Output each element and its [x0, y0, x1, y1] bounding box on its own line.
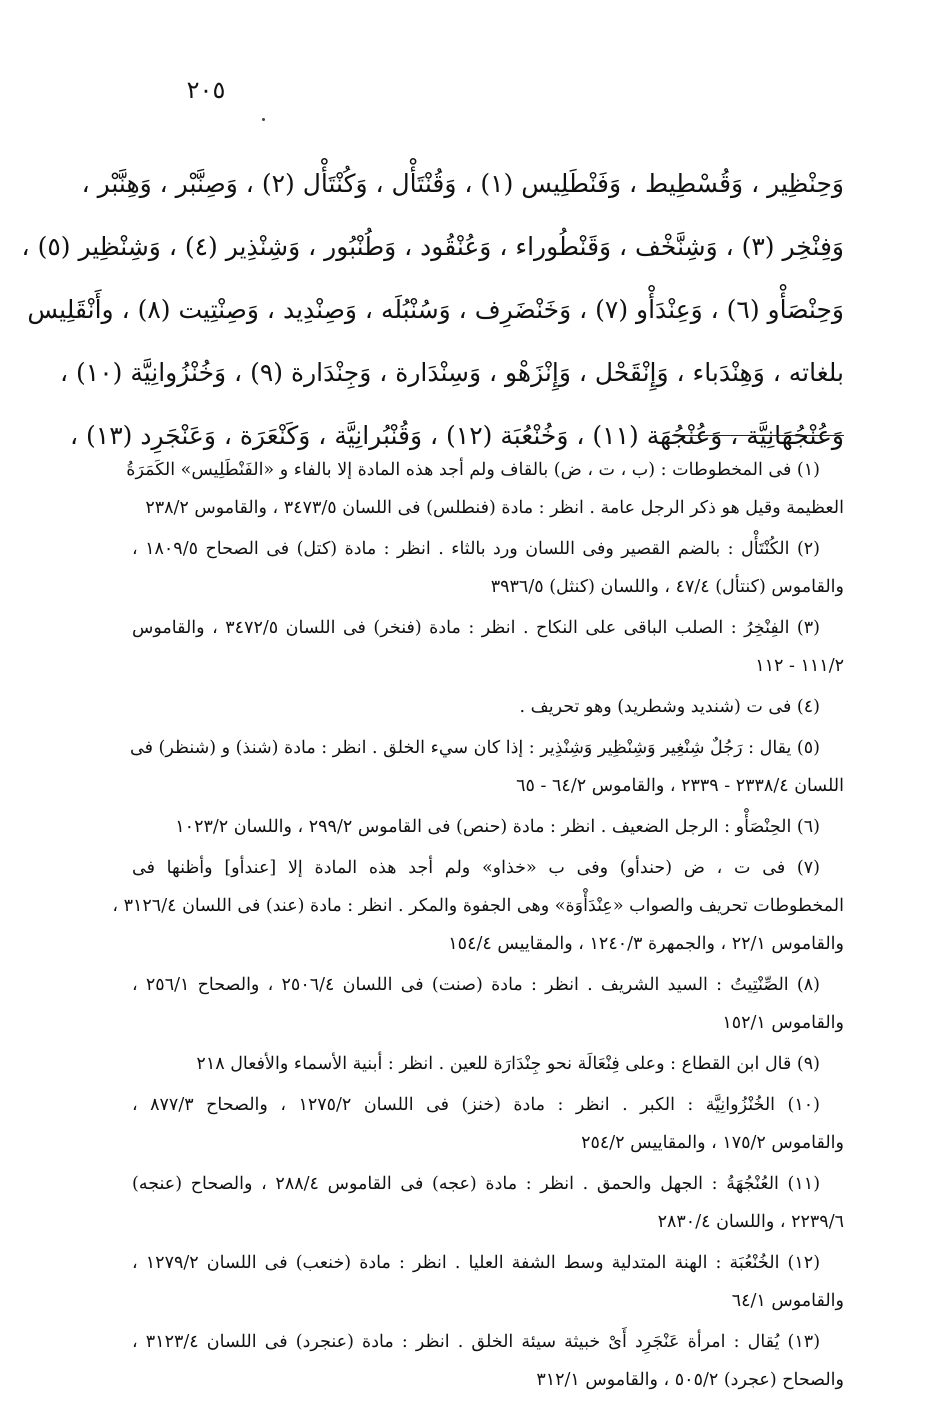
footnotes [112, 451, 844, 1402]
footnote [126, 451, 844, 527]
footnote [132, 1323, 844, 1399]
footnote-line: (٧) فى ت ، ض (حندأو) وفى ب «خذاو» ولم أجد هذه المادة إلا [عندأو] وأظنها فى [132, 858, 820, 878]
footnote [129, 729, 844, 805]
footnote-line: (٢) الكُنْتَأْل : بالضم القصير وفى اللسان ورد بالثاء . انظر : مادة (كتل) فى الصحاح ١٨٠٩/٥ ، [132, 539, 820, 559]
footnote-line: (٩) قال ابن القطاع : وعلى فِنْعَالَة نحو جِنْدَارَة للعين . انظر : أبنية الأسماء والأفعال ٢١٨ [196, 1054, 820, 1074]
footnote [132, 688, 844, 726]
footnote-line: (١١) العُنْجُهَةُ : الجهل والحمق . انظر : مادة (عجه) فى القاموس ٢٨٨/٤ ، والصحاح (عنجه) [132, 1174, 821, 1194]
footnote-line: والقاموس (كنتأل) ٤٧/٤ ، واللسان (كنثل) ٣٩٣٦/٥ [490, 577, 844, 597]
footnote [132, 1045, 844, 1083]
footnote [112, 849, 844, 963]
footnote-line: والقاموس ١٥٢/١ [722, 1013, 844, 1033]
page-number: ٢٠٥ [186, 76, 226, 104]
footnote [132, 808, 844, 846]
stray-mark [262, 118, 265, 121]
footnote-separator [672, 435, 844, 436]
footnote-line: (١٢) الخُنْعُبَة : الهنة المتدلية وسط الشفة العليا . انظر : مادة (خنعب) فى اللسان ١٢٧٩/٢ ، [132, 1253, 821, 1273]
footnote [132, 1165, 844, 1241]
footnote-line: اللسان ٢٣٣٨/٤ - ٢٣٣٩ ، والقاموس ٦٤/٢ - ٦٥ [516, 776, 844, 796]
footnote-line: (٣) الفِنْخِرُ : الصلب الباقى على النكاح . انظر : مادة (فنخر) فى اللسان ٣٤٧٢/٥ ، والقاموس [132, 618, 820, 638]
footnote-line: ٢٢٣٩/٦ ، واللسان ٢٨٣٠/٤ [657, 1212, 844, 1232]
main-text [21, 152, 844, 467]
footnote [132, 966, 844, 1042]
main-text-line: وَفِنْخِر (٣) ، وَشِنَّخْف ، وَقَنْطُوراء ، وَعُنْقُود ، وَطُنْبُور ، وَشِنْذِير (٤) ، وَشِنْظِير (٥) ، [21, 232, 844, 261]
footnote-line: العظيمة وقيل هو ذكر الرجل عامة . انظر : مادة (فنطلس) فى اللسان ٣٤٧٣/٥ ، والقاموس ٢٣٨/٢ [145, 498, 844, 518]
footnote-line: ١١١/٢ - ١١٢ [755, 656, 844, 676]
footnote-line: والقاموس ٦٤/١ [731, 1291, 844, 1311]
main-text-line: وَحِنْظِير ، وَقُسْطِيط ، وَفَنْطَلِيس (١) ، وَقُنْتَأْل ، وَكُنْتَأْل (٢) ، وَصِنَّبْر ، وَهِنَّبْر ، [81, 169, 844, 198]
footnote-line: (١) فى المخطوطات : (ب ، ت ، ض) بالقاف ولم أجد هذه المادة إلا بالفاء و «الفَنْطَلِيس» الكَمَرَةُ [126, 460, 820, 480]
footnote [132, 1086, 844, 1162]
footnote [132, 609, 844, 685]
footnote-line: المخطوطات تحريف والصواب «عِنْدَأْوَة» وهى الجفوة والمكر . انظر : مادة (عند) فى اللسان ٣١٢٦/٤ ، [112, 896, 844, 916]
footnote-line: (٤) فى ت (شنديد وشطريد) وهو تحريف . [519, 697, 820, 717]
main-text-line: وَعُنْجُهَانِيَّة ، وَعُنْجُهَة (١١) ، وَخُنْعُبَة (١٢) ، وَقُنْبُرانِيَّة ، وَكَنْعَرَة ، وَعَنْجَرِد (١٣) ، [69, 421, 844, 450]
footnote-line: (١٠) الخُنْزُوانِيَّة : الكبر . انظر : مادة (خنز) فى اللسان ١٢٧٥/٢ ، والصحاح ٨٧٧/٣ ، [132, 1095, 820, 1115]
footnote-line: (٦) الحِنْصَأْو : الرجل الضعيف . انظر : مادة (حنص) فى القاموس ٢٩٩/٢ ، واللسان ١٠٢٣/٢ [175, 817, 820, 837]
footnote-line: (١٣) يُقال : امرأة عَنْجَرِد أَىْ خبيثة سيئة الخلق . انظر : مادة (عنجرد) فى اللسان ٣١٢٣/٤ ، [132, 1332, 821, 1352]
footnote-line: (٥) يقال : رَجُلٌ شِنْغِير وَشِنْظِير وَشِنْذِير : إذا كان سيء الخلق . انظر : مادة (شنذ) و (شنظر) فى [129, 738, 820, 758]
footnote-line: والصحاح (عجرد) ٥٠٥/٢ ، والقاموس ٣١٢/١ [536, 1370, 844, 1390]
footnote-line: والقاموس ١٧٥/٢ ، والمقاييس ٢٥٤/٢ [581, 1133, 844, 1153]
footnote [132, 530, 844, 606]
footnote [132, 1244, 844, 1320]
footnote-line: والقاموس ٢٢/١ ، والجمهرة ١٢٤٠/٣ ، والمقاييس ١٥٤/٤ [448, 934, 844, 954]
footnote-line: (٨) الصِّنْتِيتُ : السيد الشريف . انظر : مادة (صنت) فى اللسان ٢٥٠٦/٤ ، والصحاح ٢٥٦/١ ، [132, 975, 820, 995]
main-text-line: بلغاته ، وَهِنْدَباء ، وَإِنْقَحْل ، وَإِنْزَهْو ، وَسِنْدَارة ، وَجِنْدَارة (٩) ، وَخُنْزُوانِيَّة (١٠) ، [59, 358, 844, 387]
main-text-line: وَحِنْصَأْو (٦) ، وَعِنْدَأْو (٧) ، وَخَنْضَرِف ، وَسُنْبُلَه ، وَصِنْدِيد ، وَصِنْتِيت (٨) ، وأَنْقَلِيس [27, 295, 844, 324]
